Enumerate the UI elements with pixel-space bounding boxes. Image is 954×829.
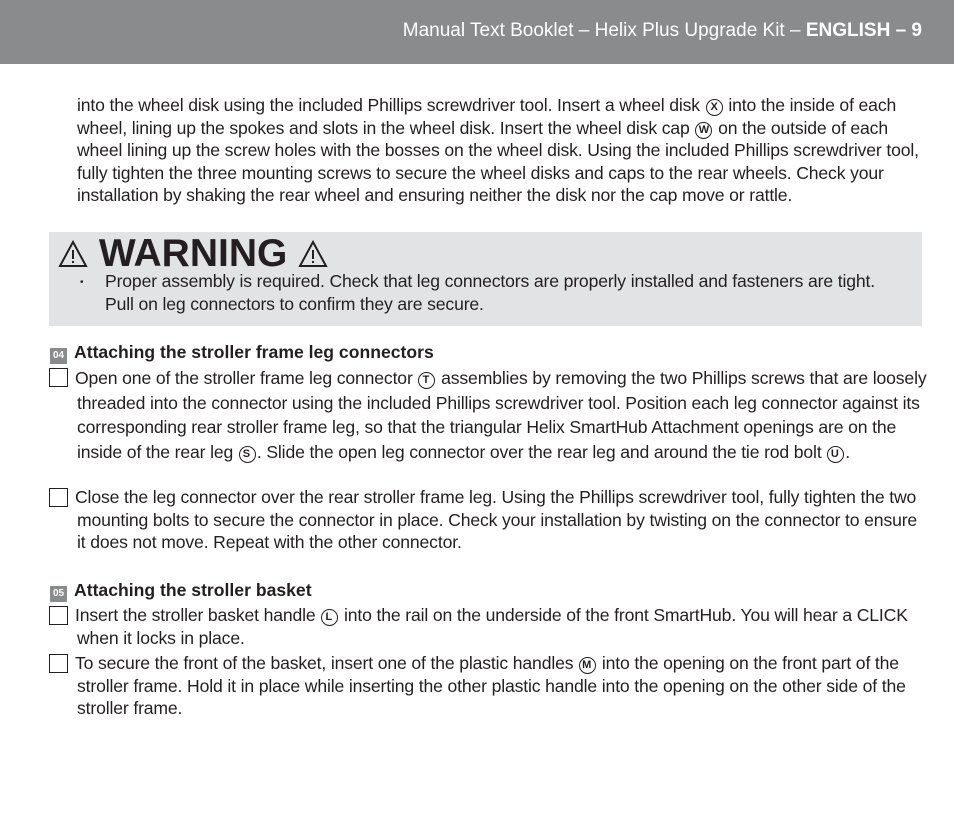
part-marker-w: W bbox=[695, 122, 712, 139]
section-05-heading: 05 Attaching the stroller basket bbox=[50, 580, 312, 602]
warning-title: WARNING bbox=[58, 232, 328, 276]
part-marker-l: L bbox=[321, 609, 338, 626]
header-title: Manual Text Booklet – Helix Plus Upgrade Kit – ENGLISH – 9 bbox=[402, 20, 922, 41]
warning-triangle-icon bbox=[298, 240, 328, 268]
section-04-heading: 04 Attaching the stroller frame leg connectors bbox=[50, 342, 434, 364]
warning-box bbox=[49, 232, 922, 326]
part-marker-t: T bbox=[418, 372, 435, 389]
section-05-step-2: To secure the front of the basket, insert one of the plastic handles M into the opening on the front part of the stroller frame. Hold it in place while inserting the other plastic handle into the opening on the other side of the stroller frame. bbox=[75, 653, 906, 718]
part-marker-s: S bbox=[239, 446, 256, 463]
warning-triangle-icon bbox=[58, 240, 88, 268]
checkbox-icon[interactable] bbox=[49, 368, 68, 387]
section-05-step-1: Insert the stroller basket handle L into the rail on the underside of the front SmartHub. You will hear a CLICK when it locks in place. bbox=[75, 605, 908, 648]
warning-bullet: • bbox=[80, 277, 84, 288]
section-number-badge: 05 bbox=[50, 586, 67, 602]
section-04-step-2: Close the leg connector over the rear stroller frame leg. Using the Phillips screwdriver tool, fully tighten the two mounting bolts to secure the connector in place. Check your installation by twisting on the connector to ensure it does not move. Repeat with the other connector. bbox=[75, 487, 918, 552]
warning-text: Proper assembly is required. Check that leg connectors are properly installed and fasteners are tight. Pull on leg connectors to confirm they are secure. bbox=[105, 271, 875, 314]
checkbox-icon[interactable] bbox=[49, 488, 68, 507]
section-04-step-1: Open one of the stroller frame leg connector T assemblies by removing the two Phillips screws that are loosely threaded into the connector using the included Phillips screwdriver tool. Position each leg connector against its corresponding rear stroller frame leg, so that the triangular Helix SmartHub Attachment openings are on the inside of the rear leg S . Slide the open leg connector over the rear leg and around the tie rod bolt U . bbox=[75, 368, 927, 462]
section-number-badge: 04 bbox=[50, 348, 67, 364]
checkbox-icon[interactable] bbox=[49, 606, 68, 625]
part-marker-m: M bbox=[579, 657, 596, 674]
checkbox-icon[interactable] bbox=[49, 654, 68, 673]
intro-paragraph: into the wheel disk using the included Phillips screwdriver tool. Insert a wheel disk X into the inside of each wheel, lining up the spokes and slots in the wheel disk. Insert the wheel disk cap W on the outside of each wheel lining up the screw holes with the bosses on the wheel disk. Using the included Phillips screwdriver tool, fully tighten the three mounting screws to secure the wheel disks and caps to the rear wheels. Check your installation by shaking the rear wheel and ensuring neither the disk nor the cap move or rattle. bbox=[77, 95, 919, 205]
part-marker-x: X bbox=[706, 99, 723, 116]
part-marker-u: U bbox=[827, 446, 844, 463]
